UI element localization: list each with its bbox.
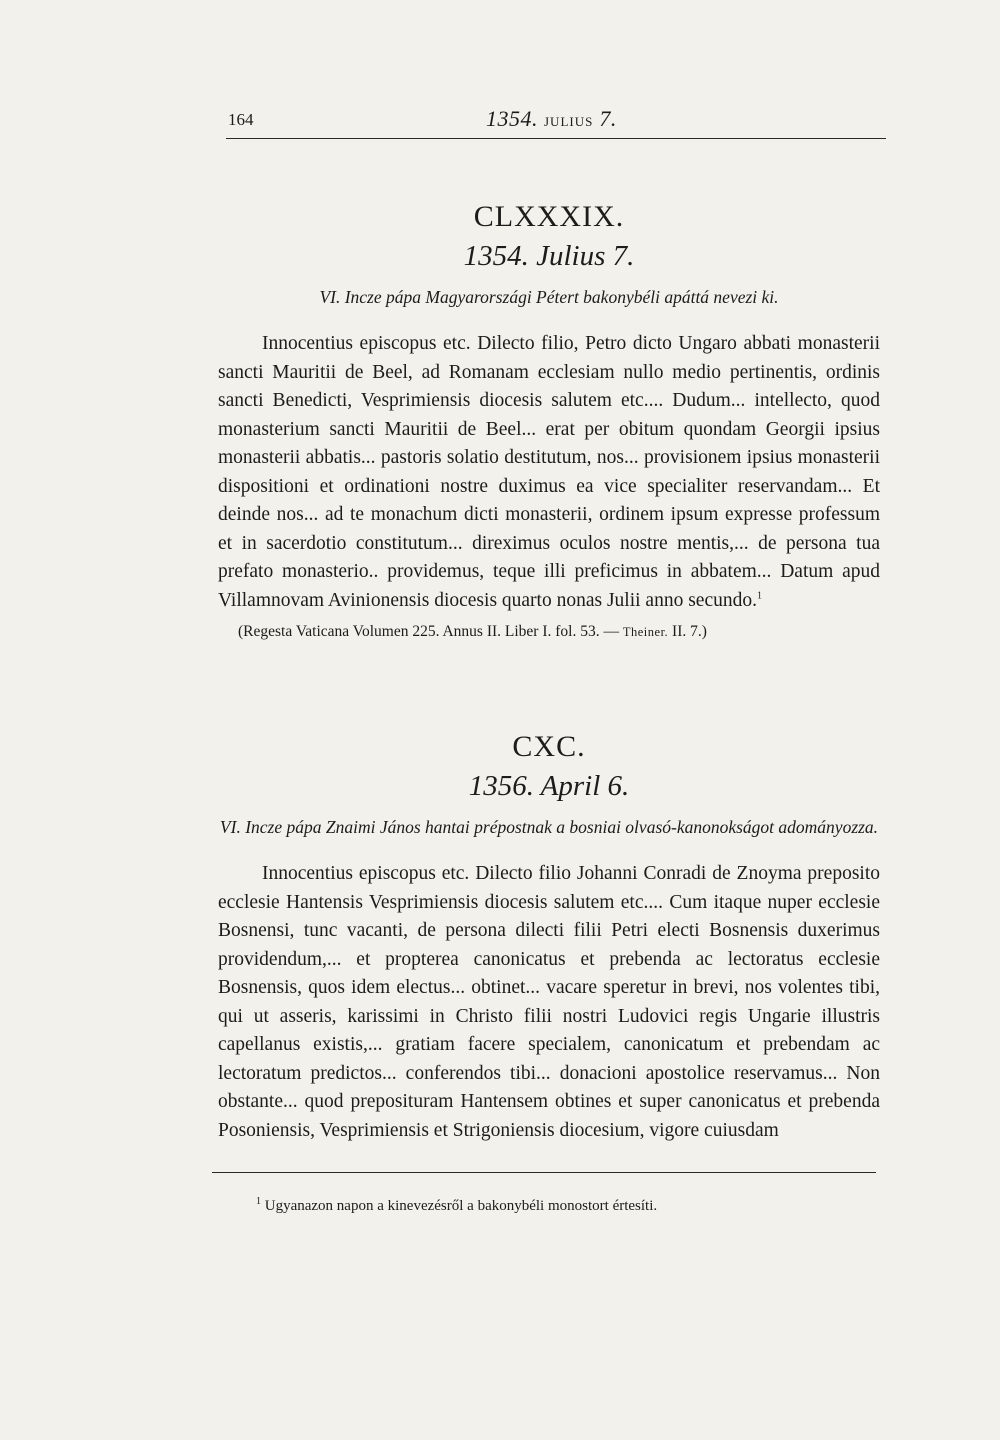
page-number: 164 — [228, 110, 254, 129]
entry-text-content: Innocentius episcopus etc. Dilecto filio, Petro dicto Ungaro abbati monasterii sancti Mauritii de Beel, ad Romanam ecclesiam nullo medio pertinentis, ordinis sancti Benedicti, Vesprimiensis diocesis salutem etc.... Dudum... intellecto, quod monasterium sancti Mauritii de Beel... erat per obitum quondam Georgii ipsius monasterii abbatis... pastoris solatio destitutum, nos... provisionem ipsius monasterii dispositioni et ordinationi nostre duximus ea vice specialiter reservandam... Et deinde nos... ad te monachum dicti monasterii, ordinem ipsum expresse professum et in sacerdotio constitutum... direximus oculos nostre mentis,... de persona tua prefato monasterio.. providemus, teque illi preficimus in abbatem... Datum apud Villamnovam Avinionensis diocesis quarto nonas Julii anno secundo. — [218, 333, 880, 611]
source-tail: II. 7.) — [672, 623, 707, 640]
entry-number: CXC. — [512, 730, 586, 763]
footnote-mark: 1 — [256, 1196, 261, 1207]
entry-text — [218, 330, 880, 615]
running-head-day: 7. — [599, 106, 617, 131]
footnote — [256, 1198, 657, 1215]
source-main: (Regesta Vaticana Volumen 225. Annus II. Liber I. fol. 53. — — [238, 623, 619, 640]
footnote-text: Ugyanazon napon a kinevezésről a bakonybéli monostort értesíti. — [264, 1198, 658, 1214]
running-head — [226, 106, 886, 139]
charter-entry-clxxxix — [218, 200, 880, 641]
running-head-month: JULIUS — [544, 114, 594, 129]
charter-entry-cxc — [218, 730, 880, 1145]
entry-summary: VI. Incze pápa Magyarországi Pétert bakonybéli apáttá nevezi ki. — [319, 287, 779, 307]
entry-number: CLXXXIX. — [473, 200, 625, 233]
running-head-date — [486, 106, 617, 132]
entry-summary: VI. Incze pápa Znaimi János hantai prépostnak a bosniai olvasó-kanonokságot adományozza. — [219, 817, 879, 837]
source-author: Theiner. — [622, 625, 669, 639]
entry-date: 1354. Julius 7. — [463, 240, 635, 272]
running-head-year: 1354. — [486, 106, 538, 131]
footnote-reference: 1 — [756, 590, 762, 601]
footnote-divider — [212, 1172, 876, 1173]
source-citation — [238, 623, 880, 641]
entry-text: Innocentius episcopus etc. Dilecto filio Johanni Conradi de Znoyma preposito ecclesie Hantensis Vesprimiensis diocesis salutem etc.... Cum itaque nuper ecclesie Bosnensi, tunc vacanti, de persona dilecti filii Petri electi Bosnensis duxerimus providendum,... et propterea canonicatus et prebenda ac lectoratus ecclesie Bosnensis, quos idem electus... obtinet... vacare speretur in brevi, nos volentes tibi, qui ut asseris, karissimi in Christo filii nostri Ludovici regis Ungarie illustris capellanus existis,... gratiam facere specialem, canonicatum et prebendam ac lectoratum predictos... conferendos tibi... donacioni apostolice reservamus... Non obstante... quod preposituram Hantensem obtines et super canonicatus et prebenda Posoniensis, Vesprimiensis et Strigoniensis diocesium, vigore cuiusdam — [218, 863, 880, 1141]
entry-date: 1356. April 6. — [468, 770, 630, 802]
